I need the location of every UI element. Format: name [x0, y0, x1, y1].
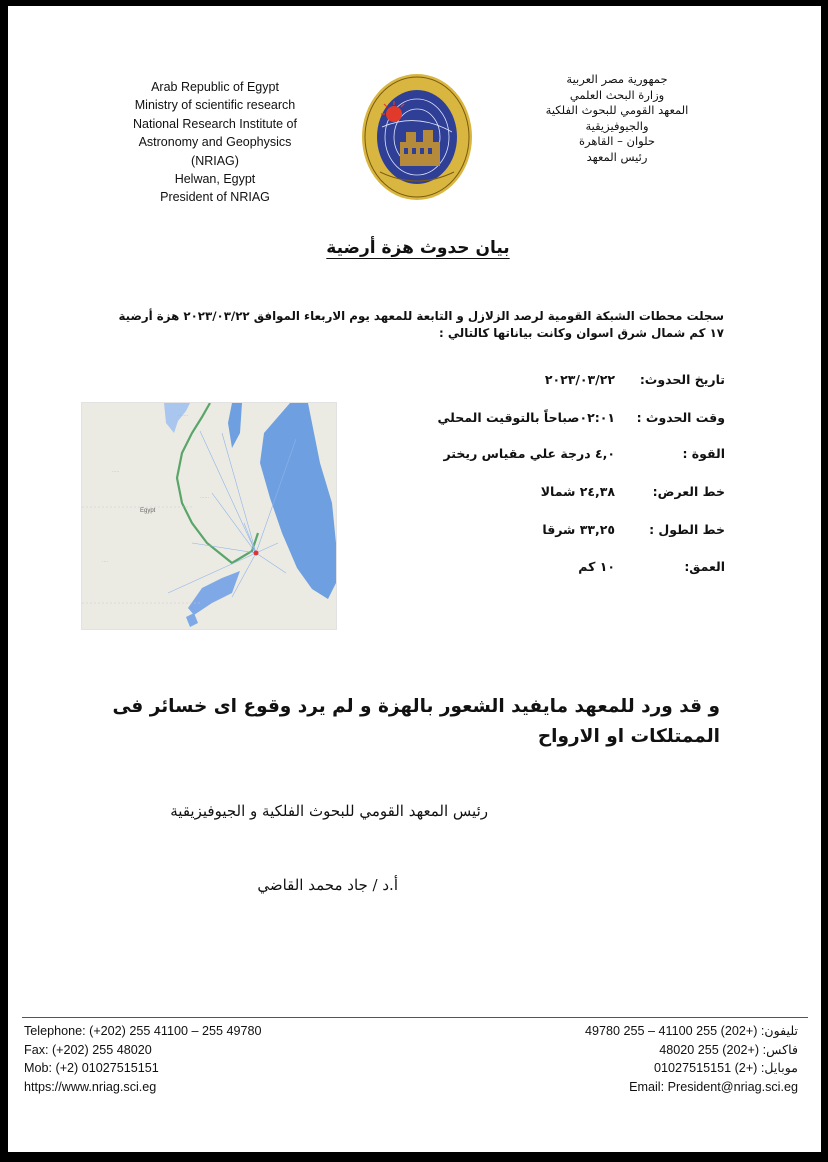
- nriag-seal-logo: [360, 72, 474, 202]
- svg-text:·· ····: ·· ····: [178, 413, 189, 418]
- detail-value: ٣٣,٢٥ شرقا: [542, 522, 615, 537]
- letterhead-line: المعهد القومي للبحوث الفلكية: [545, 103, 689, 117]
- footer-fax-ar: فاكس: (+202) 255 48020: [659, 1042, 798, 1057]
- detail-label: خط الطول :: [649, 522, 725, 537]
- svg-text:····: ····: [102, 559, 108, 564]
- footer-email-link[interactable]: Email: President@nriag.sci.eg: [629, 1079, 798, 1094]
- detail-row-depth: [425, 559, 725, 579]
- footer-fax: Fax: (+202) 255 48020: [24, 1042, 152, 1057]
- detail-value: ٢٠٢٣/٠٣/٢٢: [544, 372, 615, 387]
- footer-website-link[interactable]: https://www.nriag.sci.eg: [24, 1079, 157, 1094]
- letterhead-line: Helwan, Egypt: [174, 172, 256, 187]
- detail-label: وقت الحدوث :: [636, 410, 725, 425]
- footer-telephone: Telephone: (+202) 255 41100 – 255 49780: [24, 1024, 262, 1038]
- footer-mobile: Mob: (+2) 01027515151: [24, 1061, 159, 1075]
- document-page: [8, 6, 821, 1152]
- footer-divider: [22, 1017, 808, 1018]
- footer-arabic-contacts: [488, 1022, 798, 1096]
- letterhead-line: National Research Institute of: [133, 116, 297, 131]
- epicenter-map: [81, 402, 337, 630]
- footer-mobile-ar: موبايل: (+2) 01027515151: [654, 1061, 798, 1075]
- detail-label: خط العرض:: [652, 484, 725, 499]
- letterhead-line: (NRIAG): [191, 153, 239, 168]
- footer-telephone-ar: تليفون: (+202) 255 41100 – 255 49780: [584, 1024, 798, 1038]
- letterhead-line: Astronomy and Geophysics: [138, 135, 292, 150]
- letterhead-line: رئيس المعهد: [586, 149, 648, 164]
- signatory-name: أ.د / جاد محمد القاضي: [257, 876, 398, 894]
- intro-paragraph: سجلت محطات الشبكة القومية لرصد الزلازل و التابعة للمعهد يوم الاربعاء الموافق ٢٠٢٣/٠٣/٢٢ هزة أرضية ١٧ كم شمال شرق اسوان وكانت بياناتها كالتالي :: [118, 309, 724, 340]
- english-letterhead: [90, 78, 340, 207]
- detail-row-date: [425, 372, 725, 392]
- arabic-letterhead: [522, 72, 712, 165]
- detail-row-longitude: [425, 522, 725, 542]
- detail-value: ١٠ كم: [578, 559, 615, 574]
- map-country-label: Egypt: [140, 508, 156, 514]
- detail-label: القوة :: [682, 446, 725, 461]
- document-title: بيان حدوث هزة أرضية: [326, 238, 510, 258]
- detail-row-magnitude: [425, 446, 725, 466]
- detail-row-latitude: [425, 484, 725, 504]
- detail-row-time: [425, 410, 725, 430]
- letterhead-line: President of NRIAG: [160, 190, 270, 205]
- detail-value: ٠٢:٠١صباحاً بالتوقيت المحلي: [437, 410, 615, 425]
- letterhead-line: والجيوفيزيقية: [585, 118, 649, 133]
- detail-value: ٤,٠ درجة علي مقياس ريختر: [443, 446, 615, 461]
- svg-text:······: ······: [200, 495, 209, 500]
- letterhead-line: Arab Republic of Egypt: [151, 80, 279, 94]
- letterhead-line: Ministry of scientific research: [134, 98, 296, 113]
- signatory-title: رئيس المعهد القومي للبحوث الفلكية و الجيوفيزيقية: [170, 802, 488, 820]
- detail-value: ٢٤,٣٨ شمالا: [540, 484, 615, 499]
- letterhead-line: جمهورية مصر العربية: [566, 72, 668, 86]
- detail-label: العمق:: [684, 559, 725, 574]
- svg-text:·····: ·····: [112, 469, 120, 474]
- letterhead-line: وزارة البحث العلمي: [569, 87, 665, 102]
- letterhead-line: حلوان – القاهرة: [578, 134, 655, 148]
- damage-statement: و قد ورد للمعهد مايفيد الشعور بالهزة و لم يرد وقوع اى خسائر فى الممتلكات او الارواح: [112, 696, 720, 747]
- detail-label: تاريخ الحدوث:: [639, 372, 725, 387]
- footer-english-contacts: [24, 1022, 354, 1096]
